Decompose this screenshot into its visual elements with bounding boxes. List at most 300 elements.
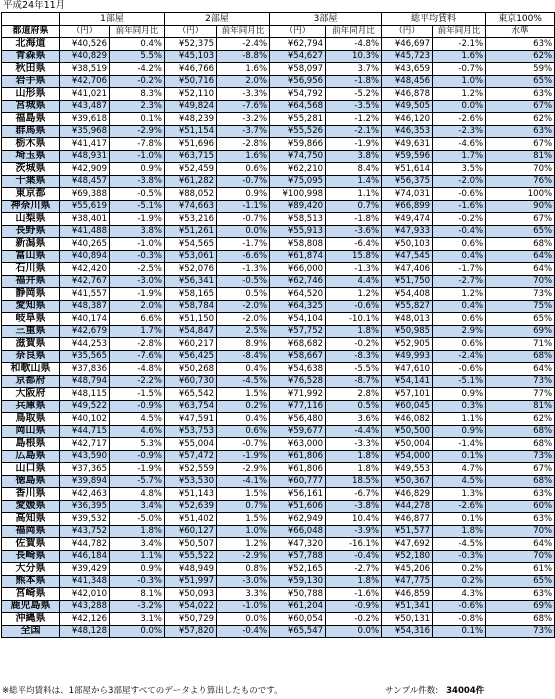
room2-yoy-cell: -6.6% xyxy=(217,250,270,263)
room2-yoy-cell: -4.1% xyxy=(217,475,270,488)
room1-yen-cell: ¥35,565 xyxy=(60,350,110,363)
room3-yen-cell: ¥61,204 xyxy=(270,600,326,613)
pref-name-cell: 大分県 xyxy=(2,563,60,576)
room1-yen-cell: ¥42,767 xyxy=(60,275,110,288)
table-row xyxy=(2,238,555,251)
avg-yen-cell: ¥48,456 xyxy=(382,75,433,88)
pref-name-cell: 鳥取県 xyxy=(2,413,60,426)
room2-yoy-cell: -0.7% xyxy=(217,175,270,188)
room2-yen-cell: ¥47,591 xyxy=(165,413,217,426)
room1-yen-cell: ¥36,395 xyxy=(60,500,110,513)
room3-yoy-cell: -5.2% xyxy=(326,88,382,101)
room3-yoy-cell: -10.1% xyxy=(326,313,382,326)
level-cell: 65% xyxy=(486,575,555,588)
room2-yoy-cell: -8.8% xyxy=(217,50,270,63)
pref-name-cell: 茨城県 xyxy=(2,163,60,176)
room2-yen-cell: ¥51,150 xyxy=(165,313,217,326)
room3-yoy-cell: -16.1% xyxy=(326,538,382,551)
level-cell: 73% xyxy=(486,450,555,463)
avg-yen-cell: ¥45,723 xyxy=(382,50,433,63)
table-row xyxy=(2,375,555,388)
avg-yoy-cell: -4.5% xyxy=(433,538,486,551)
sample-count-value: 34004件 xyxy=(446,686,485,696)
room1-yoy-cell: 0.9% xyxy=(110,163,165,176)
room2-yen-cell: ¥52,459 xyxy=(165,163,217,176)
table-row xyxy=(2,350,555,363)
room2-yoy-cell: 3.3% xyxy=(217,588,270,601)
room1-yen-cell: ¥35,968 xyxy=(60,125,110,138)
room3-yoy-cell: 3.8% xyxy=(326,150,382,163)
room3-yen-cell: ¥59,866 xyxy=(270,138,326,151)
pref-name-cell: 沖縄県 xyxy=(2,613,60,626)
room2-yen-cell: ¥52,559 xyxy=(165,463,217,476)
table-row xyxy=(2,150,555,163)
room3-yen-cell: ¥66,048 xyxy=(270,525,326,538)
room3-yoy-cell: -3.5% xyxy=(326,100,382,113)
room1-yen-cell: ¥40,526 xyxy=(60,38,110,51)
avg-yoy-cell: 3.5% xyxy=(433,163,486,176)
pref-name-cell: 香川県 xyxy=(2,488,60,501)
room3-yen-cell: ¥64,325 xyxy=(270,300,326,313)
pref-name-cell: 山形県 xyxy=(2,88,60,101)
room1-yoy-cell: 8.3% xyxy=(110,88,165,101)
table-row xyxy=(2,50,555,63)
room2-yen-cell: ¥53,061 xyxy=(165,250,217,263)
room1-yoy-cell: -5.0% xyxy=(110,513,165,526)
pref-name-cell: 徳島県 xyxy=(2,475,60,488)
room3-yoy-cell: -8.3% xyxy=(326,350,382,363)
room1-yen-cell: ¥42,010 xyxy=(60,588,110,601)
room2-header: 2部屋 xyxy=(165,13,270,26)
room2-yen-cell: ¥52,639 xyxy=(165,500,217,513)
avg-yoy-cell: -0.8% xyxy=(433,613,486,626)
room2-yen-cell: ¥52,110 xyxy=(165,88,217,101)
avg-yen-cell: ¥45,206 xyxy=(382,563,433,576)
room2-yen-cell: ¥48,949 xyxy=(165,563,217,576)
room3-yoy-cell: 1.8% xyxy=(326,325,382,338)
room3-yen-cell: ¥59,677 xyxy=(270,425,326,438)
room1-yoy-cell: -2.8% xyxy=(110,338,165,351)
avg-yen-cell: ¥52,905 xyxy=(382,338,433,351)
room2-yen-cell: ¥65,542 xyxy=(165,388,217,401)
pref-name-cell: 福井県 xyxy=(2,275,60,288)
table-row xyxy=(2,38,555,51)
room2-yoy-cell: -0.7% xyxy=(217,213,270,226)
pref-name-cell: 福島県 xyxy=(2,113,60,126)
room2-yoy-cell: -4.5% xyxy=(217,375,270,388)
room2-yoy-cell: -3.0% xyxy=(217,575,270,588)
avg-yen-cell: ¥49,993 xyxy=(382,350,433,363)
room1-yoy-cell: 1.1% xyxy=(110,550,165,563)
room3-yen-cell: ¥59,130 xyxy=(270,575,326,588)
avg-yen-header: （円） xyxy=(382,25,433,38)
room3-yen-cell: ¥64,568 xyxy=(270,100,326,113)
room3-yoy-cell: -4.8% xyxy=(326,38,382,51)
avg-header: 総平均賃料 xyxy=(382,13,486,26)
room1-yen-cell: ¥40,174 xyxy=(60,313,110,326)
level-cell: 69% xyxy=(486,600,555,613)
table-row xyxy=(2,563,555,576)
room1-header: 1部屋 xyxy=(60,13,165,26)
room2-yen-cell: ¥63,754 xyxy=(165,400,217,413)
room2-yoy-cell: 1.2% xyxy=(217,538,270,551)
room1-yoy-cell: 4.8% xyxy=(110,488,165,501)
pref-name-cell: 鹿児島県 xyxy=(2,600,60,613)
room3-yen-cell: ¥64,520 xyxy=(270,288,326,301)
level-cell: 64% xyxy=(486,363,555,376)
room2-yen-cell: ¥50,093 xyxy=(165,588,217,601)
room2-yoy-cell: 0.0% xyxy=(217,613,270,626)
room3-header: 3部屋 xyxy=(270,13,382,26)
room3-yen-cell: ¥77,116 xyxy=(270,400,326,413)
room1-yoy-cell: -4.8% xyxy=(110,363,165,376)
level-cell: 59% xyxy=(486,63,555,76)
room3-yoy-cell: -6.4% xyxy=(326,238,382,251)
avg-yoy-cell: 0.9% xyxy=(433,425,486,438)
level-cell: 65% xyxy=(486,225,555,238)
room1-yoy-cell: -5.1% xyxy=(110,200,165,213)
room2-yoy-header: 前年同月比 xyxy=(217,25,270,38)
avg-yoy-cell: 1.2% xyxy=(433,288,486,301)
avg-yen-cell: ¥51,614 xyxy=(382,163,433,176)
room1-yoy-cell: -1.5% xyxy=(110,388,165,401)
room2-yen-cell: ¥48,239 xyxy=(165,113,217,126)
tokyo-header: 東京100% xyxy=(486,13,555,26)
table-row xyxy=(2,313,555,326)
room2-yoy-cell: -0.7% xyxy=(217,438,270,451)
room3-yen-cell: ¥61,806 xyxy=(270,450,326,463)
room1-yoy-cell: -1.9% xyxy=(110,213,165,226)
pref-name-cell: 大阪府 xyxy=(2,388,60,401)
room3-yoy-header: 前年同月比 xyxy=(326,25,382,38)
room2-yoy-cell: 0.8% xyxy=(217,563,270,576)
room2-yoy-cell: 0.9% xyxy=(217,188,270,201)
table-row xyxy=(2,163,555,176)
table-header-row-2 xyxy=(2,25,555,38)
room1-yoy-cell: 5.5% xyxy=(110,50,165,63)
room1-yoy-cell: 2.3% xyxy=(110,100,165,113)
room3-yen-cell: ¥57,788 xyxy=(270,550,326,563)
pref-name-cell: 全国 xyxy=(2,625,60,638)
room1-yen-cell: ¥43,288 xyxy=(60,600,110,613)
room2-yen-cell: ¥46,766 xyxy=(165,63,217,76)
room1-yoy-cell: -1.9% xyxy=(110,463,165,476)
avg-yoy-cell: -0.7% xyxy=(433,63,486,76)
avg-yoy-cell: -1.7% xyxy=(433,263,486,276)
avg-yen-cell: ¥50,367 xyxy=(382,475,433,488)
table-row xyxy=(2,525,555,538)
room1-yen-cell: ¥42,909 xyxy=(60,163,110,176)
avg-yoy-cell: 1.6% xyxy=(433,50,486,63)
avg-yoy-cell: 1.3% xyxy=(433,488,486,501)
room3-yen-cell: ¥56,161 xyxy=(270,488,326,501)
report-title: 平成24年11月 xyxy=(3,0,66,11)
room3-yen-cell: ¥62,210 xyxy=(270,163,326,176)
room2-yen-cell: ¥53,753 xyxy=(165,425,217,438)
room2-yen-cell: ¥58,784 xyxy=(165,300,217,313)
avg-yoy-cell: 0.4% xyxy=(433,300,486,313)
table-row xyxy=(2,538,555,551)
pref-name-cell: 愛知県 xyxy=(2,300,60,313)
level-cell: 68% xyxy=(486,350,555,363)
avg-yen-cell: ¥57,101 xyxy=(382,388,433,401)
room2-yen-cell: ¥54,022 xyxy=(165,600,217,613)
level-cell: 62% xyxy=(486,413,555,426)
pref-name-cell: 秋田県 xyxy=(2,63,60,76)
avg-yen-cell: ¥49,631 xyxy=(382,138,433,151)
pref-name-cell: 熊本県 xyxy=(2,575,60,588)
avg-yoy-cell: -2.0% xyxy=(433,175,486,188)
room3-yoy-cell: -1.6% xyxy=(326,588,382,601)
level-cell: 68% xyxy=(486,425,555,438)
avg-yoy-cell: 0.1% xyxy=(433,513,486,526)
room1-yen-cell: ¥48,457 xyxy=(60,175,110,188)
table-row xyxy=(2,100,555,113)
room2-yoy-cell: -2.0% xyxy=(217,313,270,326)
footnote-text: ※総平均賃料は、1部屋から3部屋すべてのデータより算出したものです。 xyxy=(2,686,283,696)
room3-yen-cell: ¥74,750 xyxy=(270,150,326,163)
room2-yoy-cell: -1.1% xyxy=(217,200,270,213)
table-row xyxy=(2,438,555,451)
avg-yen-cell: ¥50,103 xyxy=(382,238,433,251)
room1-yen-header: （円） xyxy=(60,25,110,38)
table-row xyxy=(2,213,555,226)
room1-yoy-cell: -0.3% xyxy=(110,250,165,263)
room1-yoy-cell: -5.7% xyxy=(110,475,165,488)
table-row xyxy=(2,613,555,626)
room2-yoy-cell: -0.4% xyxy=(217,625,270,638)
room3-yoy-cell: -0.9% xyxy=(326,600,382,613)
avg-yoy-cell: -0.6% xyxy=(433,188,486,201)
avg-yoy-cell: -2.3% xyxy=(433,125,486,138)
room1-yoy-cell: -0.9% xyxy=(110,450,165,463)
level-cell: 67% xyxy=(486,463,555,476)
room1-yoy-cell: 3.4% xyxy=(110,500,165,513)
room1-yen-cell: ¥41,557 xyxy=(60,288,110,301)
room3-yoy-cell: -1.2% xyxy=(326,113,382,126)
room2-yoy-cell: -8.4% xyxy=(217,350,270,363)
avg-yen-cell: ¥52,180 xyxy=(382,550,433,563)
room2-yoy-cell: 1.5% xyxy=(217,513,270,526)
room3-yoy-cell: -1.3% xyxy=(326,263,382,276)
room2-yoy-cell: -2.8% xyxy=(217,138,270,151)
room2-yoy-cell: -2.4% xyxy=(217,38,270,51)
table-row xyxy=(2,263,555,276)
room3-yen-cell: ¥61,806 xyxy=(270,463,326,476)
table-row xyxy=(2,275,555,288)
table-row xyxy=(2,75,555,88)
room1-yen-cell: ¥39,429 xyxy=(60,563,110,576)
avg-yen-cell: ¥47,406 xyxy=(382,263,433,276)
room1-yen-cell: ¥39,894 xyxy=(60,475,110,488)
room2-yen-cell: ¥51,997 xyxy=(165,575,217,588)
room1-yoy-cell: -0.5% xyxy=(110,188,165,201)
room1-yoy-cell: 0.1% xyxy=(110,113,165,126)
room1-yen-cell: ¥42,463 xyxy=(60,488,110,501)
avg-yen-cell: ¥51,341 xyxy=(382,600,433,613)
pref-name-cell: 三重県 xyxy=(2,325,60,338)
room1-yoy-header: 前年同月比 xyxy=(110,25,165,38)
pref-name-cell: 山口県 xyxy=(2,463,60,476)
room3-yoy-cell: 3.6% xyxy=(326,413,382,426)
room1-yoy-cell: -1.9% xyxy=(110,288,165,301)
pref-name-cell: 広島県 xyxy=(2,450,60,463)
pref-name-cell: 長崎県 xyxy=(2,550,60,563)
room1-yoy-cell: -4.2% xyxy=(110,63,165,76)
level-cell: 68% xyxy=(486,238,555,251)
room2-yoy-cell: 0.7% xyxy=(217,500,270,513)
avg-yen-cell: ¥55,827 xyxy=(382,300,433,313)
avg-yoy-cell: -0.3% xyxy=(433,550,486,563)
room2-yen-header: （円） xyxy=(165,25,217,38)
table-row xyxy=(2,488,555,501)
room2-yen-cell: ¥51,402 xyxy=(165,513,217,526)
room3-yen-cell: ¥58,808 xyxy=(270,238,326,251)
room3-yen-cell: ¥62,746 xyxy=(270,275,326,288)
room3-yoy-cell: 2.8% xyxy=(326,388,382,401)
avg-yoy-cell: 1.8% xyxy=(433,525,486,538)
room3-yoy-cell: 1.2% xyxy=(326,288,382,301)
room2-yen-cell: ¥60,730 xyxy=(165,375,217,388)
room1-yoy-cell: 3.1% xyxy=(110,613,165,626)
room2-yen-cell: ¥54,847 xyxy=(165,325,217,338)
room1-yen-cell: ¥40,894 xyxy=(60,250,110,263)
room1-yoy-cell: 0.0% xyxy=(110,625,165,638)
pref-name-cell: 北海道 xyxy=(2,38,60,51)
room3-yen-cell: ¥62,794 xyxy=(270,38,326,51)
avg-yen-cell: ¥74,031 xyxy=(382,188,433,201)
level-cell: 60% xyxy=(486,500,555,513)
table-row xyxy=(2,113,555,126)
level-cell: 67% xyxy=(486,213,555,226)
level-cell: 67% xyxy=(486,100,555,113)
room1-yoy-cell: -7.8% xyxy=(110,138,165,151)
room3-yoy-cell: 1.4% xyxy=(326,175,382,188)
avg-yoy-cell: 0.1% xyxy=(433,625,486,638)
table-row xyxy=(2,88,555,101)
table-row xyxy=(2,363,555,376)
room2-yen-cell: ¥50,507 xyxy=(165,538,217,551)
level-cell: 76% xyxy=(486,175,555,188)
table-row xyxy=(2,600,555,613)
room1-yen-cell: ¥48,931 xyxy=(60,150,110,163)
avg-yoy-cell: 0.6% xyxy=(433,238,486,251)
room3-yoy-cell: -1.8% xyxy=(326,75,382,88)
room3-yen-header: （円） xyxy=(270,25,326,38)
room1-yoy-cell: -1.0% xyxy=(110,238,165,251)
pref-header: 都道府県 xyxy=(2,25,60,38)
room1-yoy-cell: -3.8% xyxy=(110,175,165,188)
room1-yen-cell: ¥43,752 xyxy=(60,525,110,538)
table-row xyxy=(2,388,555,401)
pref-name-cell: 富山県 xyxy=(2,250,60,263)
room1-yen-cell: ¥41,488 xyxy=(60,225,110,238)
room3-yen-cell: ¥62,949 xyxy=(270,513,326,526)
room1-yen-cell: ¥39,618 xyxy=(60,113,110,126)
pref-name-cell: 滋賀県 xyxy=(2,338,60,351)
level-cell: 63% xyxy=(486,88,555,101)
pref-name-cell: 静岡県 xyxy=(2,288,60,301)
level-cell: 64% xyxy=(486,250,555,263)
table-row xyxy=(2,425,555,438)
room3-yoy-cell: 8.4% xyxy=(326,163,382,176)
level-cell: 71% xyxy=(486,338,555,351)
room3-yoy-cell: 1.8% xyxy=(326,463,382,476)
pref-name-cell: 群馬県 xyxy=(2,125,60,138)
pref-name-cell: 岡山県 xyxy=(2,425,60,438)
table-row xyxy=(2,175,555,188)
pref-name-cell: 千葉県 xyxy=(2,175,60,188)
level-cell: 70% xyxy=(486,163,555,176)
room3-yoy-cell: 1.8% xyxy=(326,450,382,463)
room2-yen-cell: ¥51,154 xyxy=(165,125,217,138)
avg-yen-cell: ¥49,553 xyxy=(382,463,433,476)
level-cell: 70% xyxy=(486,275,555,288)
avg-yen-cell: ¥46,353 xyxy=(382,125,433,138)
avg-yen-cell: ¥54,141 xyxy=(382,375,433,388)
pref-name-cell: 京都府 xyxy=(2,375,60,388)
footnote xyxy=(2,686,485,697)
level-cell: 62% xyxy=(486,113,555,126)
room1-yen-cell: ¥42,126 xyxy=(60,613,110,626)
avg-yen-cell: ¥50,004 xyxy=(382,438,433,451)
room3-yen-cell: ¥56,480 xyxy=(270,413,326,426)
room2-yen-cell: ¥74,663 xyxy=(165,200,217,213)
rent-table xyxy=(1,12,555,638)
room2-yoy-cell: 2.0% xyxy=(217,75,270,88)
level-cell: 63% xyxy=(486,588,555,601)
room1-yoy-cell: 0.4% xyxy=(110,38,165,51)
room3-yoy-cell: -0.4% xyxy=(326,550,382,563)
room3-yen-cell: ¥51,606 xyxy=(270,500,326,513)
level-cell: 77% xyxy=(486,388,555,401)
level-cell: 70% xyxy=(486,525,555,538)
room3-yen-cell: ¥55,281 xyxy=(270,113,326,126)
avg-yen-cell: ¥47,610 xyxy=(382,363,433,376)
room3-yen-cell: ¥58,667 xyxy=(270,350,326,363)
table-row xyxy=(2,588,555,601)
table-row xyxy=(2,288,555,301)
room2-yen-cell: ¥60,217 xyxy=(165,338,217,351)
avg-yoy-cell: -2.6% xyxy=(433,500,486,513)
room1-yoy-cell: -2.5% xyxy=(110,263,165,276)
room1-yen-cell: ¥46,184 xyxy=(60,550,110,563)
level-cell: 68% xyxy=(486,438,555,451)
avg-yoy-cell: 0.2% xyxy=(433,575,486,588)
avg-yoy-cell: 0.3% xyxy=(433,400,486,413)
room3-yoy-cell: -3.8% xyxy=(326,500,382,513)
room3-yen-cell: ¥60,054 xyxy=(270,613,326,626)
pref-name-cell: 宮崎県 xyxy=(2,588,60,601)
level-cell: 63% xyxy=(486,38,555,51)
avg-yen-cell: ¥47,545 xyxy=(382,250,433,263)
room1-yen-cell: ¥42,706 xyxy=(60,75,110,88)
room1-yoy-cell: 0.9% xyxy=(110,563,165,576)
avg-yoy-cell: 0.0% xyxy=(433,100,486,113)
level-cell: 62% xyxy=(486,50,555,63)
room2-yen-cell: ¥51,261 xyxy=(165,225,217,238)
room3-yoy-cell: 4.4% xyxy=(326,275,382,288)
room2-yoy-cell: 0.6% xyxy=(217,163,270,176)
avg-yoy-cell: 0.2% xyxy=(433,563,486,576)
pref-name-cell: 宮城県 xyxy=(2,100,60,113)
room3-yen-cell: ¥47,320 xyxy=(270,538,326,551)
room2-yoy-cell: 0.6% xyxy=(217,425,270,438)
avg-yoy-cell: -5.1% xyxy=(433,375,486,388)
level-cell: 73% xyxy=(486,625,555,638)
room3-yoy-cell: -3.9% xyxy=(326,525,382,538)
room2-yen-cell: ¥56,425 xyxy=(165,350,217,363)
